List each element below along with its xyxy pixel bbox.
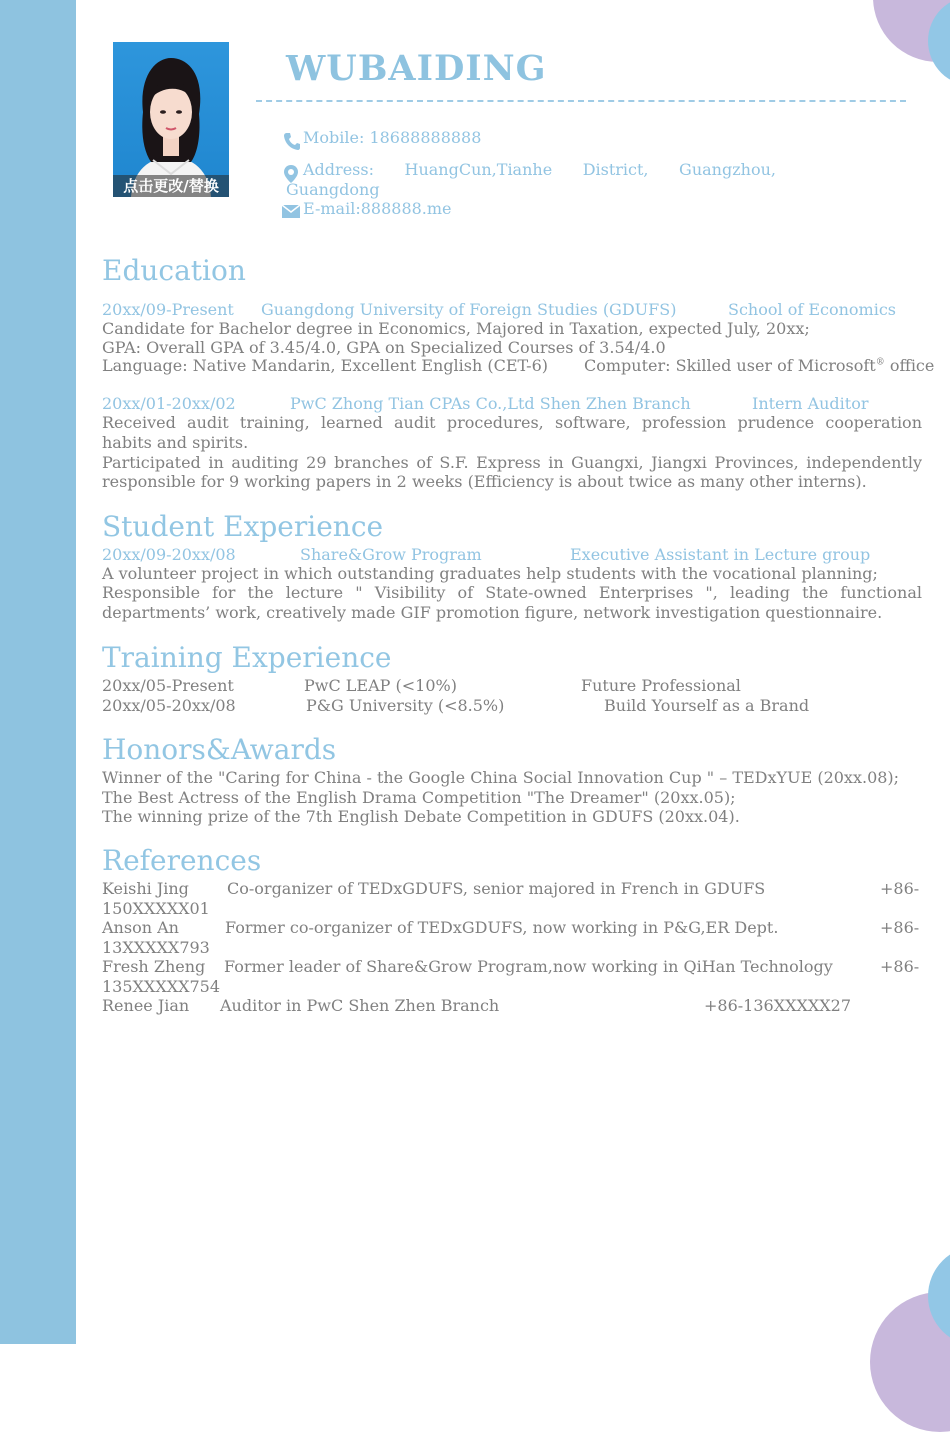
ref-1-name: Keishi Jing: [102, 879, 189, 898]
edu1-org: Guangdong University of Foreign Studies (GDUFS): [261, 300, 677, 319]
honor-line-2: The Best Actress of the English Drama Competition "The Dreamer" (20xx.05);: [102, 788, 736, 807]
edu1-line3-computer: [584, 356, 934, 375]
ref-3-phone-b: 135XXXXX754: [102, 977, 221, 996]
edu1-computer-text: Computer: Skilled user of Microsoft: [584, 356, 876, 375]
candidate-name: WUBAIDING: [286, 48, 547, 89]
edu2-line3: Participated in auditing 29 branches of S.F. Express in Guangxi, Jiangxi Provinces, independently: [102, 453, 922, 472]
student-org: Share&Grow Program: [300, 545, 482, 564]
honors-awards-title: Honors&Awards: [102, 733, 337, 766]
honor-line-1: Winner of the "Caring for China - the Google China Social Innovation Cup " – TEDxYUE (20xx.08);: [102, 768, 900, 787]
edu1-role: School of Economics: [728, 300, 897, 319]
ref-2-name: Anson An: [102, 918, 179, 937]
training-row-1-org: PwC LEAP (<10%): [304, 676, 457, 695]
address-line-1: Address: HuangCun,Tianhe District, Guangzhou,: [303, 160, 776, 179]
ref-3-phone-a: +86-: [880, 957, 920, 976]
mobile-text: Mobile: 18688888888: [303, 128, 482, 147]
edu2-line1: Received audit training, learned audit procedures, software, profession prudence cooperation: [102, 413, 922, 432]
ref-4-desc: Auditor in PwC Shen Zhen Branch: [220, 996, 500, 1015]
email-text: E-mail:888888.me: [303, 199, 452, 218]
address-line-2: Guangdong: [286, 180, 380, 199]
edu2-org: PwC Zhong Tian CPAs Co.,Ltd Shen Zhen Branch: [290, 394, 691, 413]
education-title: Education: [102, 254, 246, 287]
phone-icon: [284, 132, 300, 150]
edu2-date: 20xx/01-20xx/02: [102, 394, 236, 413]
left-sidebar-bar: [0, 0, 76, 1344]
student-experience-title: Student Experience: [102, 510, 384, 543]
ref-1-phone-b: 150XXXXX01: [102, 899, 210, 918]
student-line1: A volunteer project in which outstanding graduates help students with the vocational planning;: [102, 564, 878, 583]
header-divider: [256, 100, 906, 102]
edu1-line3-language: Language: Native Mandarin, Excellent English (CET-6): [102, 356, 548, 375]
ref-4-name: Renee Jian: [102, 996, 190, 1015]
edu1-line1: Candidate for Bachelor degree in Economics, Majored in Taxation, expected July, 20xx;: [102, 319, 810, 338]
ref-3-name: Fresh Zheng: [102, 957, 206, 976]
training-row-1-role: Future Professional: [581, 676, 741, 695]
ref-2-phone-b: 13XXXXX793: [102, 938, 210, 957]
student-date: 20xx/09-20xx/08: [102, 545, 236, 564]
training-row-2-role: Build Yourself as a Brand: [604, 696, 810, 715]
ref-2-phone-a: +86-: [880, 918, 920, 937]
edu1-line2: GPA: Overall GPA of 3.45/4.0, GPA on Specialized Courses of 3.54/4.0: [102, 338, 666, 357]
edu1-computer-office: office: [889, 356, 935, 375]
ref-2-desc: Former co-organizer of TEDxGDUFS, now working in P&G,ER Dept.: [225, 918, 779, 937]
registered-mark: ®: [875, 357, 885, 368]
photo-replace-caption[interactable]: 点击更改/替换: [113, 175, 229, 197]
edu2-line2: habits and spirits.: [102, 433, 249, 452]
portrait-illustration: [113, 42, 229, 197]
ref-3-desc: Former leader of Share&Grow Program,now working in QiHan Technology: [224, 957, 833, 976]
honor-line-3: The winning prize of the 7th English Debate Competition in GDUFS (20xx.04).: [102, 807, 740, 826]
student-line3: departments’ work, creatively made GIF promotion figure, network investigation questionnaire.: [102, 603, 883, 622]
ref-1-phone-a: +86-: [880, 879, 920, 898]
training-row-1-date: 20xx/05-Present: [102, 676, 234, 695]
student-line2: Responsible for the lecture " Visibility of State-owned Enterprises ", leading the functional: [102, 583, 922, 602]
training-row-2-date: 20xx/05-20xx/08: [102, 696, 236, 715]
student-role: Executive Assistant in Lecture group: [570, 545, 871, 564]
profile-photo[interactable]: [113, 42, 229, 197]
ref-1-desc: Co-organizer of TEDxGDUFS, senior majored in French in GDUFS: [227, 879, 766, 898]
ref-4-phone: +86-136XXXXX27: [704, 996, 852, 1015]
edu1-date: 20xx/09-Present: [102, 300, 234, 319]
references-title: References: [102, 844, 262, 877]
edu2-role: Intern Auditor: [752, 394, 869, 413]
training-experience-title: Training Experience: [102, 641, 392, 674]
training-row-2-org: P&G University (<8.5%): [306, 696, 505, 715]
mail-icon: [282, 205, 300, 218]
edu2-line4: responsible for 9 working papers in 2 weeks (Efficiency is about twice as many other interns).: [102, 472, 867, 491]
